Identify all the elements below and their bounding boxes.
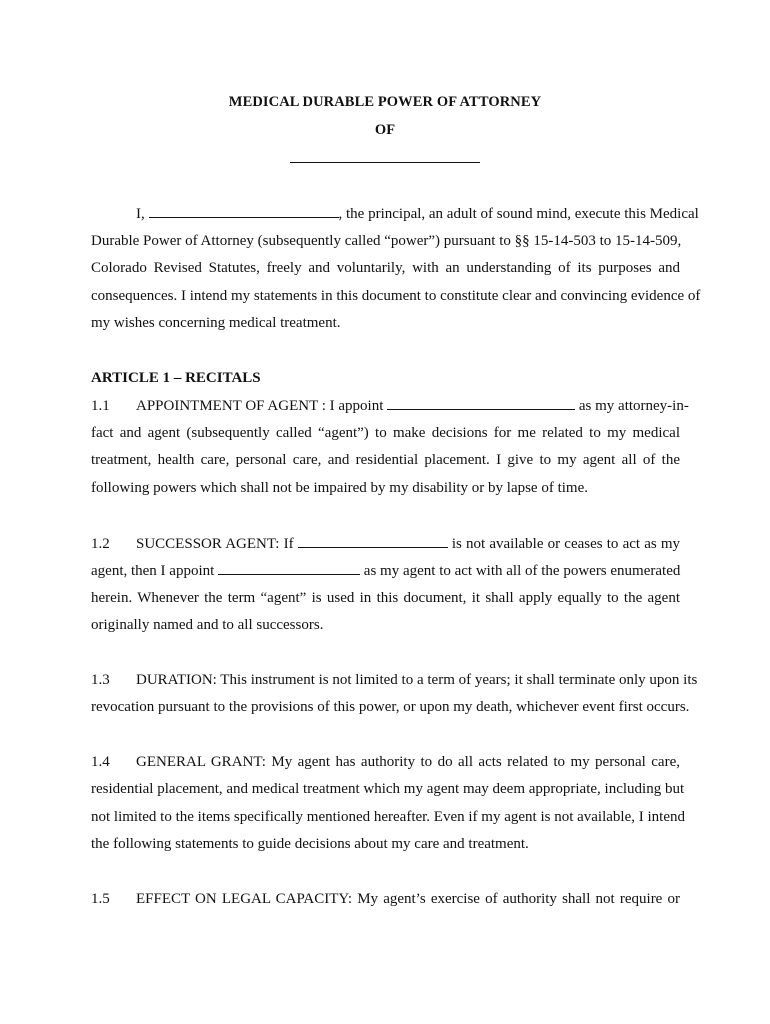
- section-number: 1.5: [91, 891, 110, 907]
- section-1-2-line-2: agent, then I appoint as my agent to act with all of the powers enumerated: [91, 560, 680, 581]
- section-number: 1.2: [91, 536, 110, 552]
- intro-line-3: Colorado Revised Statutes, freely and voluntarily, with an understanding of its purposes and: [91, 260, 680, 276]
- first-agent-blank[interactable]: [298, 533, 448, 548]
- principal-blank[interactable]: [149, 203, 339, 218]
- intro-line-2: Durable Power of Attorney (subsequently called “power”) pursuant to §§ 15-14-503 to 15-14-509,: [91, 233, 682, 249]
- section-1-1-line-4: following powers which shall not be impaired by my disability or by lapse of time.: [91, 480, 588, 496]
- section-1-1-line-1: 1.1 APPOINTMENT OF AGENT : I appoint as my attorney-in-: [91, 395, 680, 416]
- section-number: 1.3: [91, 672, 110, 688]
- document-title: MEDICAL DURABLE POWER OF ATTORNEY: [228, 94, 542, 110]
- section-1-3-line-2: revocation pursuant to the provisions of this power, or upon my death, whichever event first occurs.: [91, 699, 690, 715]
- section-1-2-line-4: originally named and to all successors.: [91, 617, 324, 633]
- section-1-2-line-1: 1.2 SUCCESSOR AGENT: If is not available or ceases to act as my: [91, 533, 680, 554]
- section-1-4-line-1: 1.4 GENERAL GRANT: My agent has authority to do all acts related to my personal care,: [91, 754, 680, 770]
- document-subtitle: OF: [374, 122, 396, 138]
- intro-line-1: I, , the principal, an adult of sound mind, execute this Medical: [136, 203, 680, 224]
- agent-name-blank[interactable]: [387, 395, 575, 410]
- successor-agent-blank[interactable]: [218, 560, 360, 575]
- section-1-3-line-1: 1.3 DURATION: This instrument is not limited to a term of years; it shall terminate only upon its: [91, 672, 698, 688]
- intro-line-5: my wishes concerning medical treatment.: [91, 315, 341, 331]
- section-1-1-line-2: fact and agent (subsequently called “agent”) to make decisions for me related to my medical: [91, 425, 680, 441]
- section-1-4-line-3: not limited to the items specifically mentioned hereafter. Even if my agent is not available, I intend: [91, 809, 685, 825]
- section-number: 1.4: [91, 754, 110, 770]
- section-1-4-line-4: the following statements to guide decisions about my care and treatment.: [91, 836, 529, 852]
- section-1-4-line-2: residential placement, and medical treatment which my agent may deem appropriate, including but: [91, 781, 685, 797]
- section-1-1-line-3: treatment, health care, personal care, and residential placement. I give to my agent all of the: [91, 452, 680, 468]
- section-1-5-line-1: 1.5 EFFECT ON LEGAL CAPACITY: My agent’s exercise of authority shall not require or: [91, 891, 680, 907]
- intro-line-4: consequences. I intend my statements in this document to constitute clear and convincing evidence of: [91, 288, 701, 304]
- principal-name-blank[interactable]: [290, 162, 480, 163]
- section-number: 1.1: [91, 398, 110, 414]
- article-1-heading: ARTICLE 1 – RECITALS: [91, 370, 261, 386]
- section-1-2-line-3: herein. Whenever the term “agent” is used in this document, it shall apply equally to the agent: [91, 590, 680, 606]
